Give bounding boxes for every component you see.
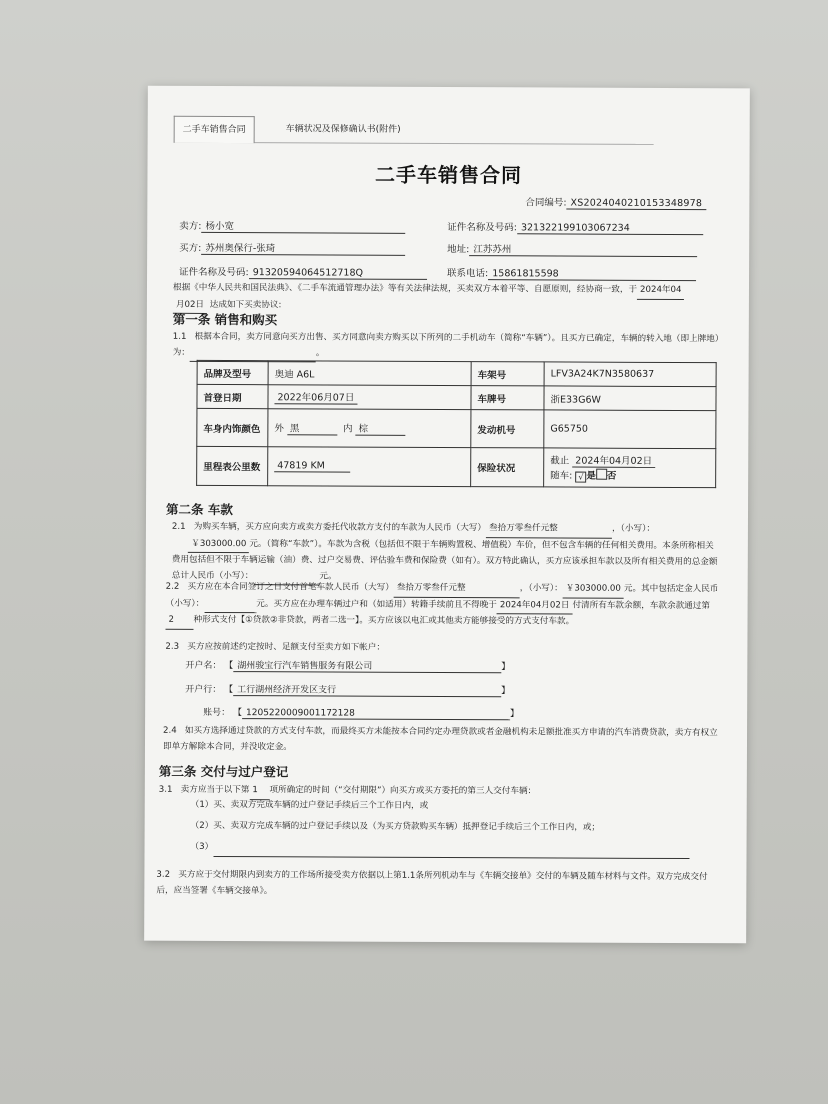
table-row <box>197 360 716 386</box>
insurance-label: 保险状况 <box>471 448 544 487</box>
section-2-title: 第二条 车款 <box>165 501 233 518</box>
color-label: 车身内饰颜色 <box>197 408 268 446</box>
reg-date-label: 首登日期 <box>197 384 268 408</box>
buyer-phone-row: 联系电话: 15861815598 <box>447 265 696 281</box>
contract-paper <box>144 86 750 944</box>
tab-vehicle-condition[interactable]: 车辆状况及保修确认书(附件) <box>285 124 401 135</box>
plate-label: 车牌号 <box>471 386 544 410</box>
vin-value: LFV3A24K7N3580637 <box>544 362 716 387</box>
vehicle-info-table <box>196 360 717 488</box>
contract-number: 合同编号: XS2024040210153348978 <box>525 194 706 210</box>
delivery-option-1: （1）买、卖双方完成车辆的过户登记手续后三个工作日内，或 <box>190 799 429 811</box>
clause-2-4: 2.4 如买方选择通过贷款的方式支付车款，而最终买方未能按本合同约定办理贷款或者金融机构未足额批准买方申请的汽车消费贷款，卖方有权立即单方解除本合同，并没收定金。 <box>162 725 718 752</box>
brand-value: 奥迪 A6L <box>268 361 471 386</box>
delivery-option-2: （2）买、卖双方完成车辆的过户登记手续以及（为买方贷款购买车辆）抵押登记手续后三个工作日内，或； <box>190 820 601 833</box>
color-value: 外 黑 内 棕 <box>268 409 471 448</box>
page-title: 二手车销售合同 <box>374 162 523 188</box>
clause-1-1: 1.1 根据本合同，卖方同意向买方出售、买方同意向卖方购买以下所列的二手机动车（简称“车辆”）。且买方已确定，车辆的转入地（即上牌地）为： 。 <box>173 330 723 364</box>
engine-value: G65750 <box>544 410 716 449</box>
mileage-value: 47819 KM <box>268 447 471 487</box>
delivery-option-3: （3） <box>191 840 690 859</box>
table-row <box>197 446 716 487</box>
checkbox-yes[interactable]: √ <box>575 472 586 483</box>
document-tabs <box>174 116 654 145</box>
clause-3-1: 3.1 卖方应当于以下第 1 项所确定的时间（“交付期限”）向买方或买方委托的第三人交付车辆： <box>159 783 719 802</box>
account-number-row: 账号： 【 1205220009001172128 】 <box>203 707 520 720</box>
buyer-address-row: 地址: 江苏苏州 <box>447 241 697 257</box>
section-1-title: 第一条 销售和购买 <box>172 311 278 328</box>
clause-2-3: 2.3 买方应按前述约定按时、足额支付至卖方如下帐户： <box>165 641 385 653</box>
seller-id-row: 证件名称及号码: 321322199103067234 <box>447 219 703 235</box>
section-3-title: 第三条 交付与过户登记 <box>158 763 289 780</box>
clause-2-2: 2.2 买方应在本合同签订之日支付首笔车款人民币（大写） 叁拾万零叁仟元整 ，（小写）： ￥303000.00 元。其中包括定金人民币（小写）： 元。买方应在办理车辆过户和（如适用）转籍手续前且不得晚于 2024年04月02日 付清所有车款余额，车款余款通过第2 种形式支付【①贷款②非贷款，两者二选一】。买方应该以电汇或其他卖方能够接受的方式支付车款。 <box>165 580 721 632</box>
brand-label: 品牌及型号 <box>197 360 268 384</box>
reg-date-value: 2022年06月07日 <box>268 385 471 410</box>
buyer-row: 买方: 苏州奥保行-张琦 <box>179 240 405 256</box>
table-row <box>197 384 716 410</box>
seller-row: 卖方: 杨小宽 <box>179 218 405 234</box>
account-name-row: 开户名： 【 湖州骏宝行汽车销售服务有限公司 】 <box>185 658 510 673</box>
table-row <box>197 408 716 448</box>
buyer-id-row: 证件名称及号码: 91320594064512718Q <box>179 264 427 280</box>
checkbox-no[interactable] <box>596 469 607 480</box>
bank-row: 开户行： 【 工行湖州经济开发区支行 】 <box>185 682 510 697</box>
preamble: 根据《中华人民共和国民法典》、《二手车流通管理办法》等有关法律法规，买卖双方本着平等、自愿原则，经协商一致，于 2024年04 月02日 达成如下买卖协议: <box>173 281 723 316</box>
clause-2-1: 2.1 为购买车辆，买方应向卖方或卖方委托代收款方支付的车款为人民币（大写） 叁拾万零叁仟元整 ，（小写）： ￥303000.00 元。（简称“车款”）。车款为含税（包括但不限于车辆购置税、增值税）车价，但不包含车辆的任何相关费用。本条所称相关费用包括但不限于车辆运输（油）费、过户交易费、评估验车费和保险费（如有）。双方特此确认，买方应该承担车款以及所有相关费用的总金额总计人民币（小写）： 元。 <box>172 520 720 587</box>
insurance-value: 截止 2024年04月02日 随车: √ 是 否 <box>544 448 716 488</box>
plate-value: 浙E33G6W <box>544 386 716 411</box>
engine-label: 发动机号 <box>471 410 544 448</box>
mileage-label: 里程表公里数 <box>197 446 268 485</box>
clause-3-2: 3.2 买方应于交付期限内到卖方的工作场所接受卖方依据以上第1.1条所列机动车与《车辆交接单》交付的车辆及随车材料与文件。双方完成交付后，应当签署《车辆交接单》。 <box>156 869 708 896</box>
vin-label: 车架号 <box>471 362 544 386</box>
tab-sales-contract[interactable]: 二手车销售合同 <box>174 116 255 143</box>
